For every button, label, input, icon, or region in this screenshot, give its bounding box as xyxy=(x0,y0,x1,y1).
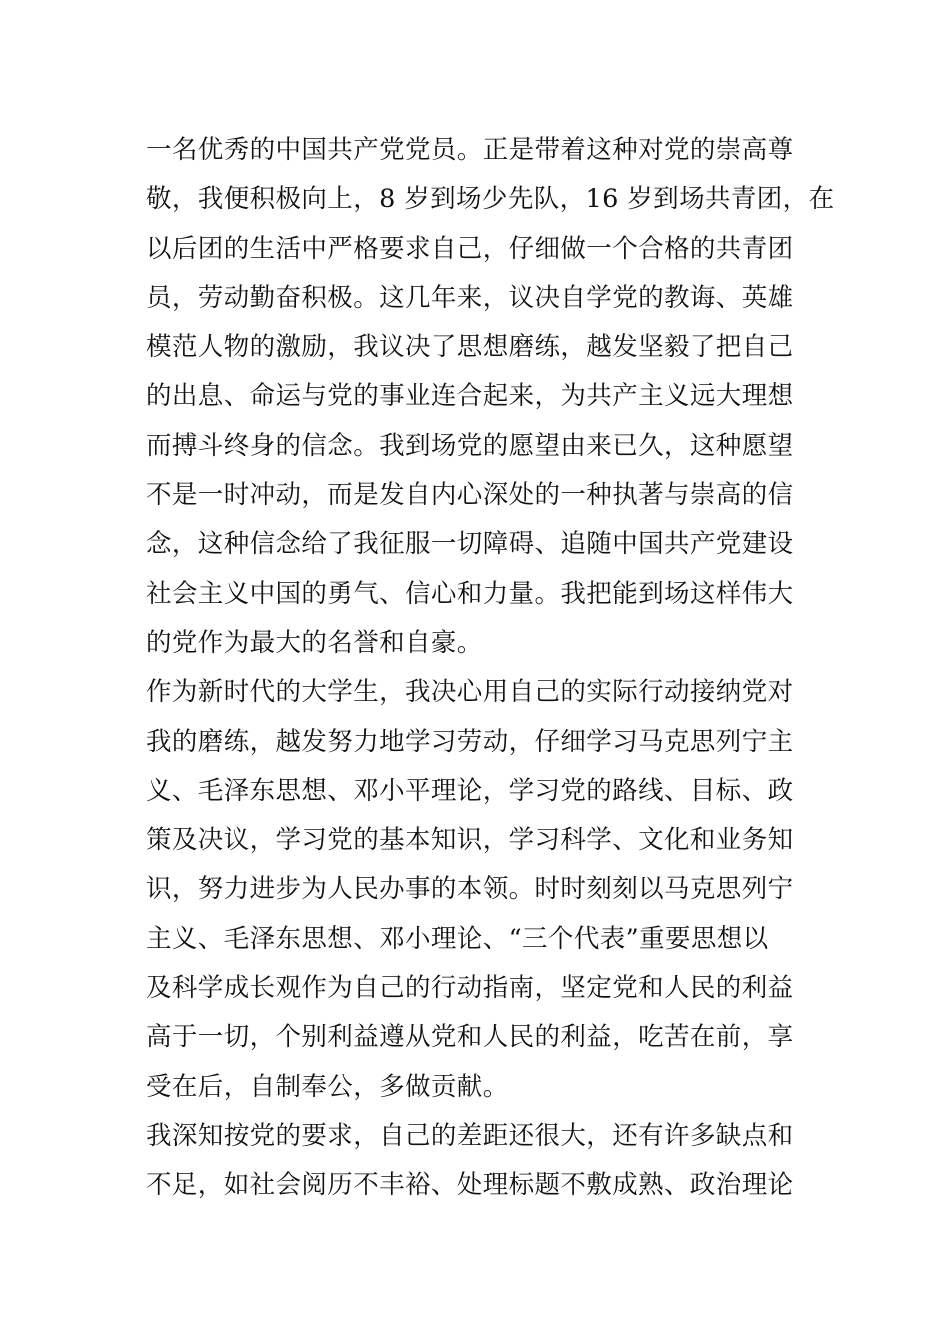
text-line: 策及决议，学习党的基本知识，学习科学、文化和业务知 xyxy=(146,825,794,856)
text-line: 以后团的生活中严格要求自己，仔细做一个合格的共青团 xyxy=(146,233,794,264)
text-line: 一名优秀的中国共产党党员。正是带着这种对党的崇高尊 xyxy=(146,135,794,165)
text-line: 念，这种信念给了我征服一切障碍、追随中国共产党建设 xyxy=(146,529,794,560)
text-line: 不是一时冲动，而是发自内心深处的一种执著与崇高的信 xyxy=(146,480,794,511)
text-line: 的出息、命运与党的事业连合起来，为共产主义远大理想 xyxy=(146,381,794,412)
text-line: 而搏斗终身的信念。我到场党的愿望由来已久，这种愿望 xyxy=(146,430,794,461)
text-line: 不足，如社会阅历不丰裕、处理标题不敷成熟、政治理论 xyxy=(146,1170,794,1201)
text-line: 作为新时代的大学生，我决心用自己的实际行动接纳党对 xyxy=(146,677,794,708)
text-line: 模范人物的激励，我议决了思想磨练，越发坚毅了把自己 xyxy=(146,332,794,363)
text-line: 高于一切，个别利益遵从党和人民的利益，吃苦在前，享 xyxy=(146,1022,794,1053)
text-line: 员，劳动勤奋积极。这几年来，议决自学党的教诲、英雄 xyxy=(146,282,794,313)
text-line: 及科学成长观作为自己的行动指南，坚定党和人民的利益 xyxy=(146,973,794,1004)
text-line: 社会主义中国的勇气、信心和力量。我把能到场这样伟大 xyxy=(146,578,794,609)
text-line: 义、毛泽东思想、邓小平理论，学习党的路线、目标、政 xyxy=(146,775,794,806)
text-line: 主义、毛泽东思想、邓小理论、“三个代表”重要思想以 xyxy=(146,923,769,954)
text-line: 我深知按党的要求，自己的差距还很大，还有许多缺点和 xyxy=(146,1120,794,1151)
text-line: 受在后，自制奉公，多做贡献。 xyxy=(146,1071,509,1102)
text-line: 敬，我便积极向上，8 岁到场少先队，16 岁到场共青团，在 xyxy=(146,184,835,215)
body-text xyxy=(146,126,835,1211)
text-line: 的党作为最大的名誉和自豪。 xyxy=(146,627,483,658)
text-line: 识，努力进步为人民办事的本领。时时刻刻以马克思列宁 xyxy=(146,874,794,905)
text-line: 我的磨练，越发努力地学习劳动，仔细学习马克思列宁主 xyxy=(146,726,794,757)
